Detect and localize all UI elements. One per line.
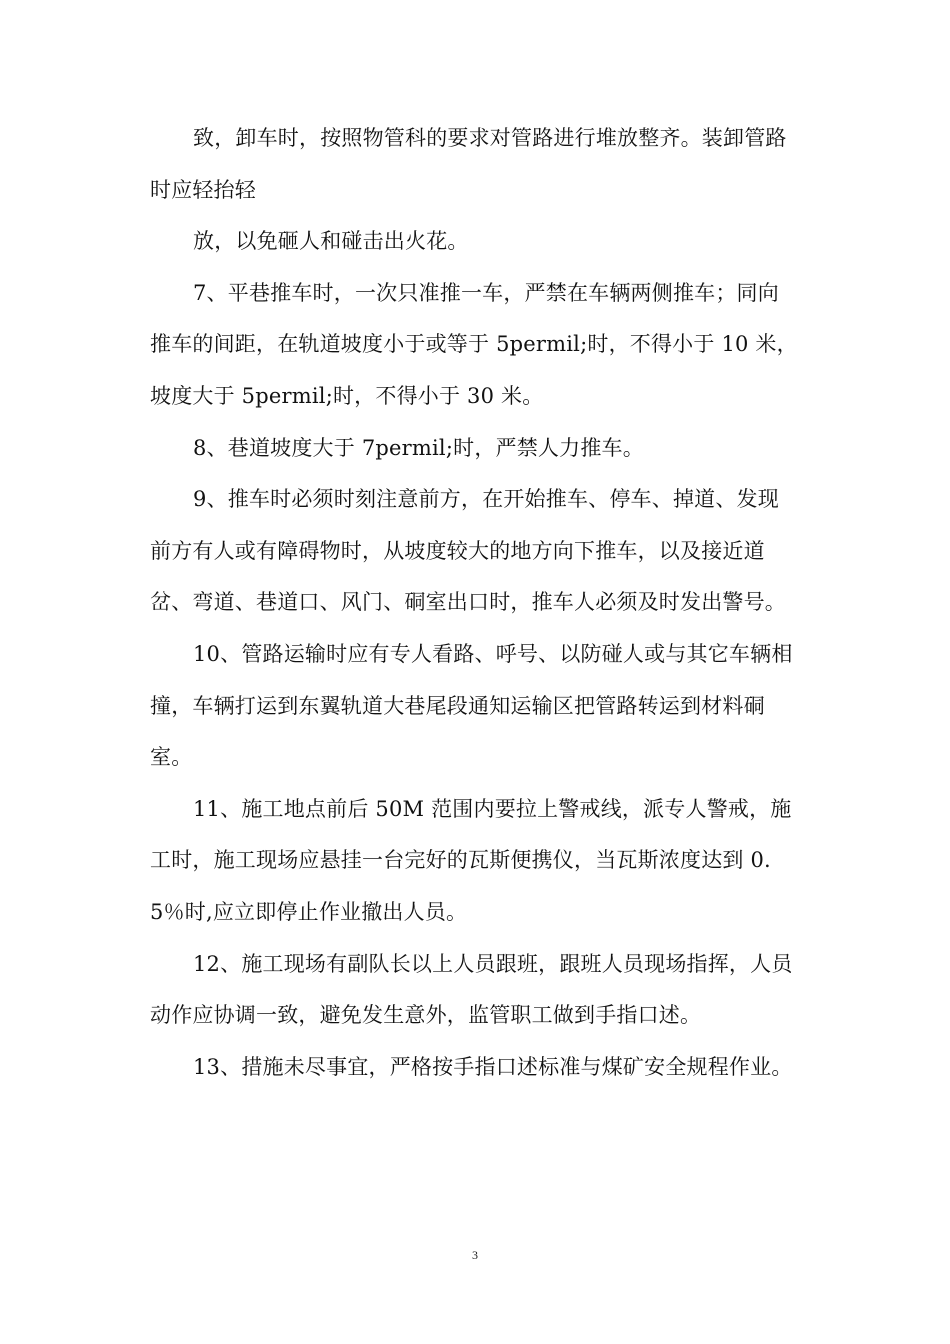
paragraph-rule-11: 11、施工地点前后 50M 范围内要拉上警戒线，派专人警戒，施工时，施工现场应悬挂一台完好的瓦斯便携仪，当瓦斯浓度达到 0.5％时,应立即停止作业撤出人员。 xyxy=(150,796,792,924)
paragraph-rule-7: 7、平巷推车时，一次只准推一车，严禁在车辆两侧推车；同向推车的间距，在轨道坡度小于或等于 5permil;时，不得小于 10 米，坡度大于 5permil;时，不得小于 30 米。 xyxy=(150,280,798,408)
paragraph-1: 致，卸车时，按照物管科的要求对管路进行堆放整齐。装卸管路时应轻抬轻 xyxy=(150,126,787,202)
paragraph-rule-8: 8、巷道坡度大于 7permil;时，严禁人力推车。 xyxy=(193,435,644,460)
body-text xyxy=(150,113,800,1093)
paragraph-2: 放，以免砸人和碰击出火花。 xyxy=(193,229,469,254)
page-number: 3 xyxy=(472,1248,478,1262)
paragraph-rule-13: 13、措施未尽事宜，严格按手指口述标准与煤矿安全规程作业。 xyxy=(193,1054,793,1079)
paragraph-rule-9: 9、推车时必须时刻注意前方，在开始推车、停车、掉道、发现前方有人或有障碍物时，从坡度较大的地方向下推车，以及接近道岔、弯道、巷道口、风门、硐室出口时，推车人必须及时发出警号。 xyxy=(150,487,786,615)
paragraph-rule-10: 10、管路运输时应有专人看路、呼号、以防碰人或与其它车辆相撞，车辆打运到东翼轨道大巷尾段通知运输区把管路转运到材料硐室。 xyxy=(150,641,793,770)
paragraph-rule-12: 12、施工现场有副队长以上人员跟班，跟班人员现场指挥，人员动作应协调一致，避免发生意外，监管职工做到手指口述。 xyxy=(150,951,793,1028)
